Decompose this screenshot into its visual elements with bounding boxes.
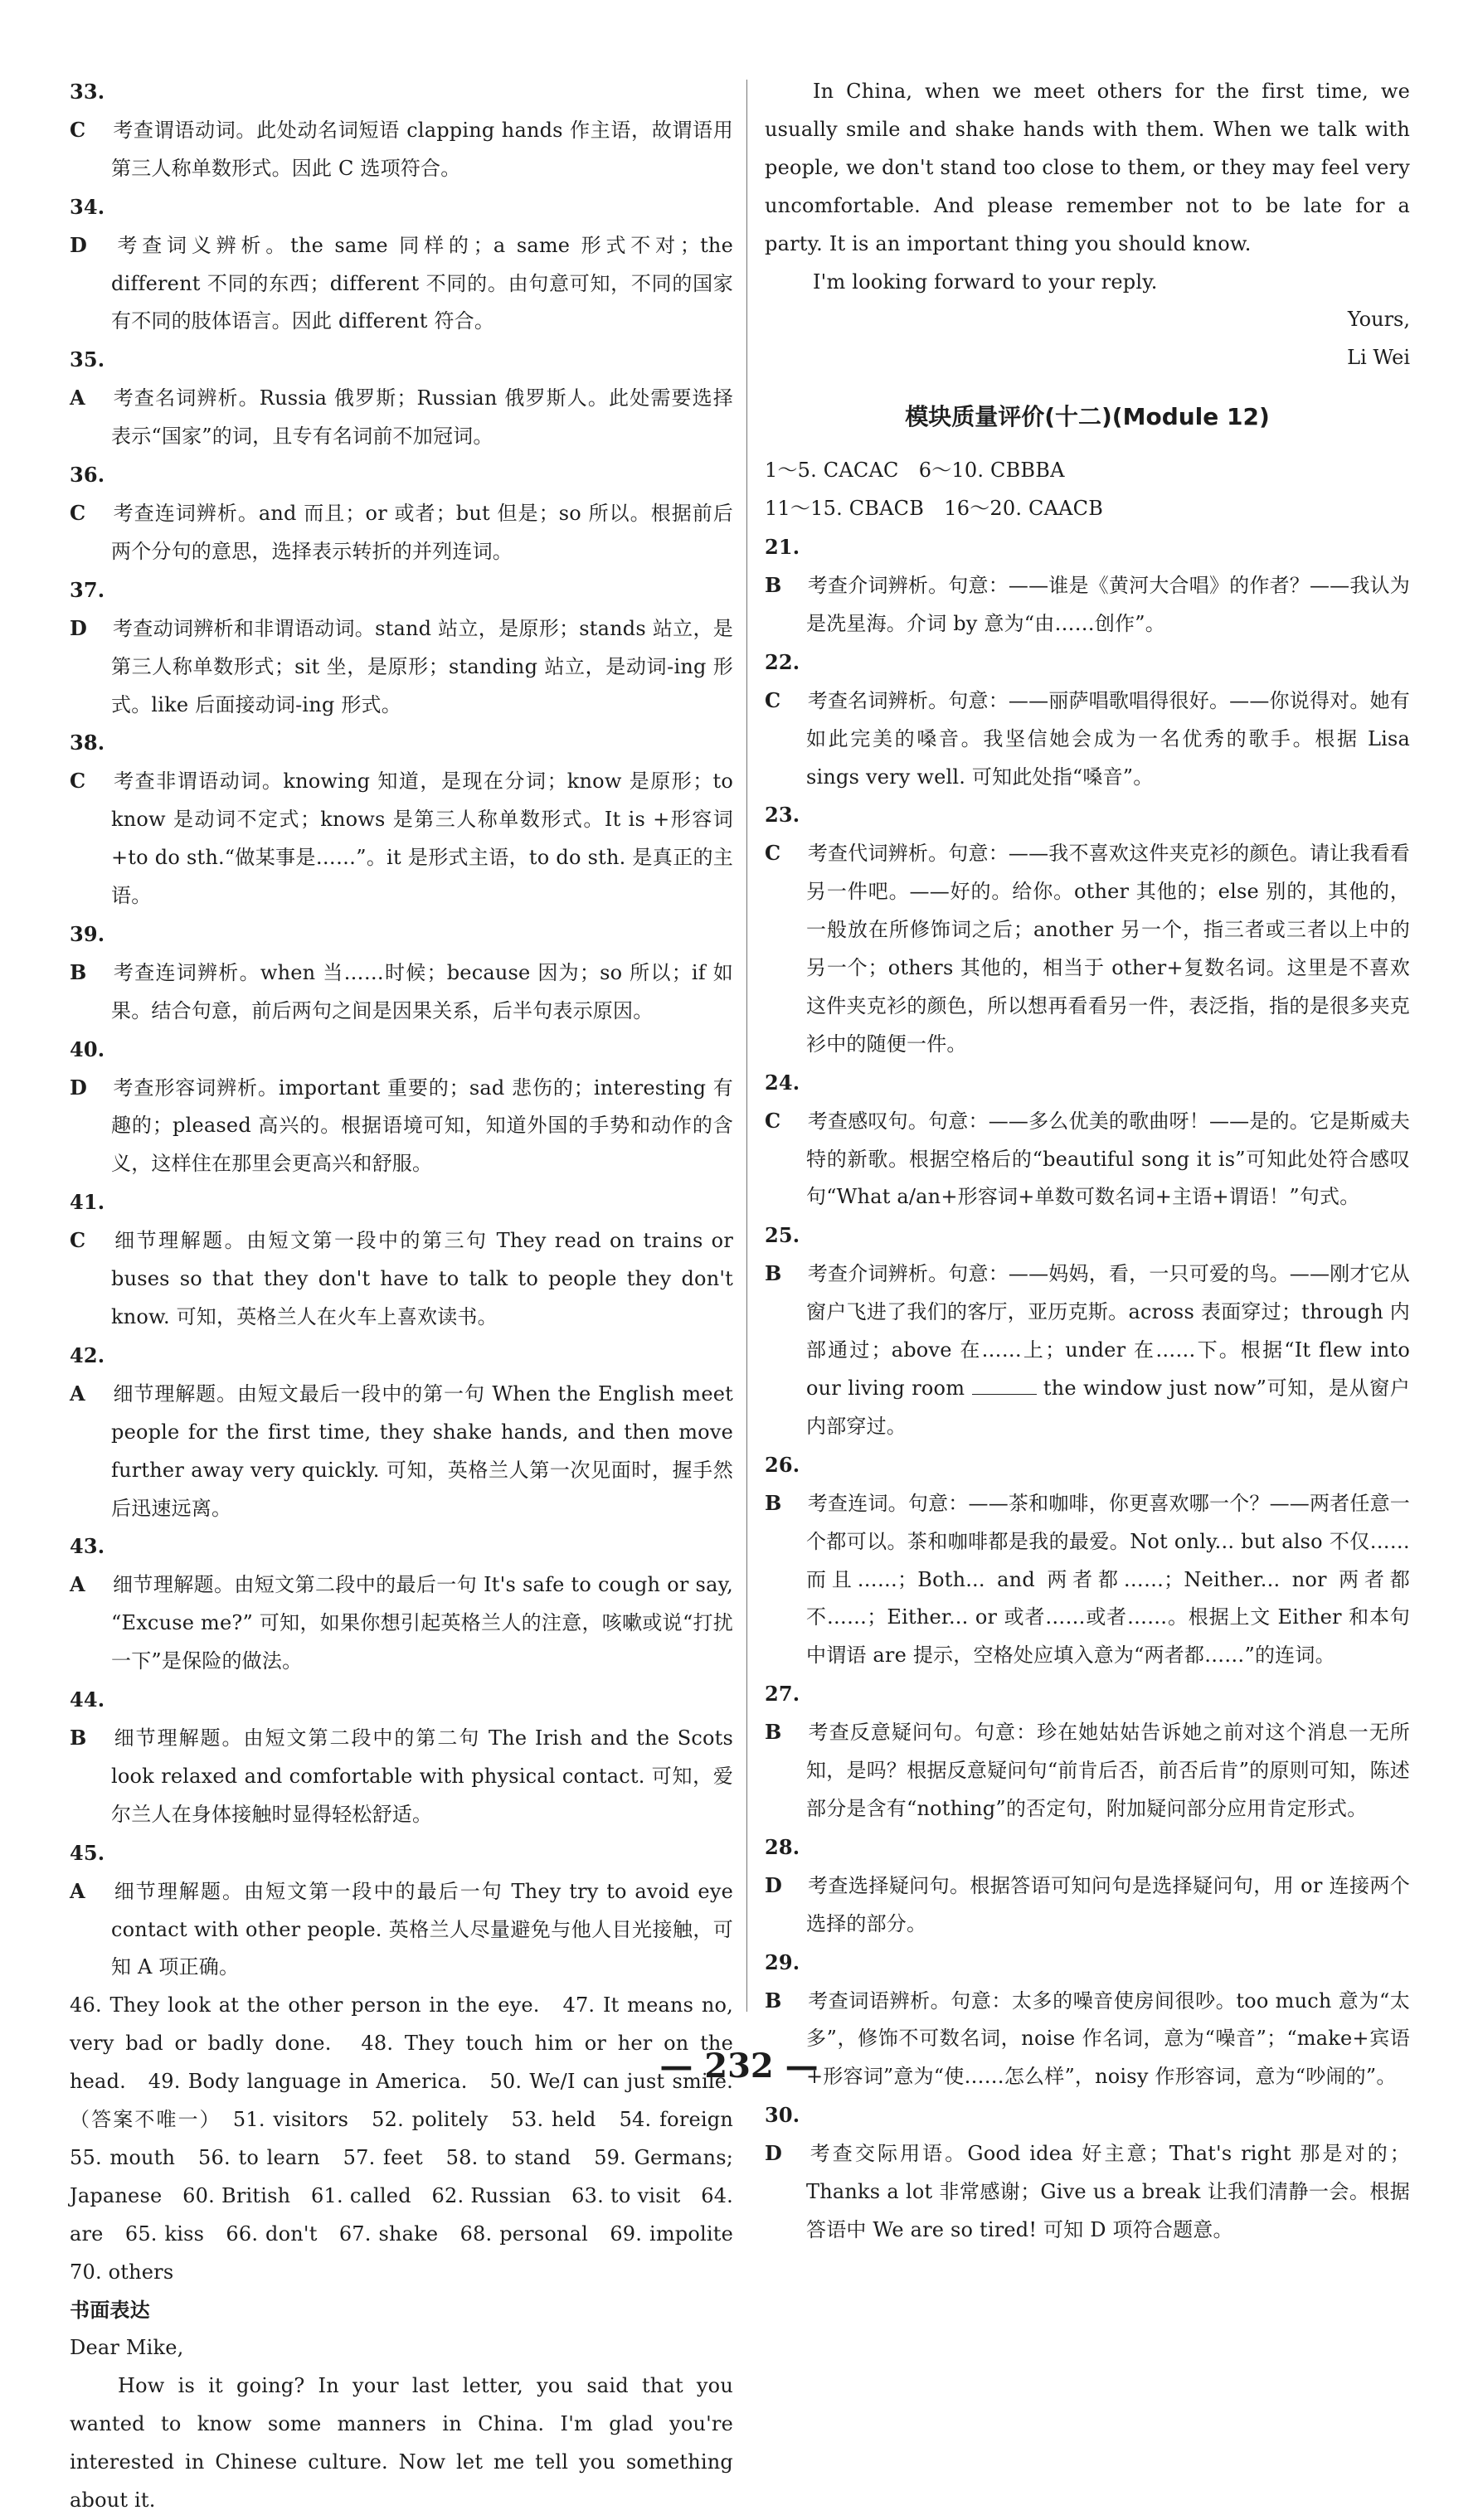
answer-number: 23. C xyxy=(765,803,800,866)
answer-22 xyxy=(765,643,1410,797)
answer-44 xyxy=(70,1681,733,1834)
answer-number: 43. A xyxy=(70,1534,105,1597)
answer-explanation: 考查代词辨析。句意：——我不喜欢这件夹克衫的颜色。请让我看看另一件吧。——好的。给你。other 其他的；else 别的，其他的，一般放在所修饰词之后；another 另一个，指三者或三者以上中的另一个；others 其他的，相当于 other+复数名词。这里是不喜欢这件夹克衫的颜色，所以想再看看另一件，表泛指，指的是很多夹克衫中的随便一件。 xyxy=(806,842,1410,1056)
letter-paragraph-2: In China, when we meet others for the first time, we usually smile and shake hands with them. When we talk with people, we don't stand too close to them, or they may feel very uncomfortable. And please remember not to be late for a party. It is an important thing you should know. xyxy=(765,80,1410,255)
answer-39 xyxy=(70,915,733,1031)
answer-number: 24. C xyxy=(765,1070,800,1133)
writing-heading: 书面表达 xyxy=(70,2298,150,2322)
section-title: 模块质量评价(十二)(Module 12) xyxy=(905,403,1270,431)
answer-number: 25. B xyxy=(765,1223,800,1286)
letter-paragraph-1: How is it going? In your last letter, you said that you wanted to know some manners in China. I'm glad you're interested in Chinese culture. Now let me tell you something about it. xyxy=(70,2374,733,2513)
answer-36 xyxy=(70,456,733,571)
letter-signature: Li Wei xyxy=(1347,346,1410,370)
answer-explanation: 考查名词辨析。句意：——丽萨唱歌唱得很好。——你说得对。她有如此完美的嗓音。我坚信她会成为一名优秀的歌手。根据 Lisa sings very well. 可知此处指“嗓音”。 xyxy=(806,688,1410,789)
answer-number: 27. B xyxy=(765,1682,800,1745)
fill-in-answers: 46. They look at the other person in the eye. 47. It means no, very bad or badly done. 48. They touch him or her on the head. 49. Body language in America. 50. We/I can just smile.（答案不唯一） 51. visitors 52. politely 53. held 54. foreign 55. mouth 56. to learn 57. feet 58. to stand 59. Germans; Japanese 60. British 61. called 62. Russian 63. to visit 64. are 65. kiss 66. don't 67. shake 68. personal 69. impolite 70. others xyxy=(70,1993,754,2284)
right-column xyxy=(765,73,1410,2250)
answer-40 xyxy=(70,1031,733,1184)
answer-number: 41. C xyxy=(70,1190,105,1253)
answer-41 xyxy=(70,1183,733,1337)
answer-43 xyxy=(70,1527,733,1681)
answer-38 xyxy=(70,724,733,915)
answer-number: 37. D xyxy=(70,577,105,640)
answer-explanation: 细节理解题。由短文最后一段中的第一句 When the English meet people for the first time, they shake hands, and then move further away very quickly. 可知，英格兰人第一次见面时，握手然后迅速远离。 xyxy=(111,1381,733,1520)
answer-explanation-continued: the window just now”可知，是从窗户内部穿过。 xyxy=(806,1377,1410,1438)
answer-explanation: 考查连词辨析。when 当……时候；because 因为；so 所以；if 如果。结合句意，前后两句之间是因果关系，后半句表示原因。 xyxy=(111,960,733,1022)
answer-explanation: 考查词义辨析。the same 同样的；a same 形式不对；the different 不同的东西；different 不同的。由句意可知，不同的国家有不同的肢体语言。因此 different 符合。 xyxy=(111,233,733,333)
answer-number: 21. B xyxy=(765,535,800,597)
answer-number: 33. C xyxy=(70,80,105,142)
answer-number: 30. D xyxy=(765,2103,800,2166)
letter-paragraph-3: I'm looking forward to your reply. xyxy=(813,269,1158,294)
answer-explanation: 细节理解题。由短文第二段中的最后一句 It's safe to cough or say, “Excuse me?” 可知，如果你想引起英格兰人的注意，咳嗽或说“打扰一下”是保险的做法。 xyxy=(111,1573,733,1673)
mc-answers-line-1: 1～5. CACAC 6～10. CBBBA xyxy=(765,459,1065,483)
answer-explanation: 细节理解题。由短文第一段中的最后一句 They try to avoid eye contact with other people. 英格兰人尽量避免与他人目光接触，可知 A 项正确。 xyxy=(111,1879,733,1979)
letter-salutation: Dear Mike, xyxy=(70,2336,184,2360)
answer-number: 42. A xyxy=(70,1343,105,1406)
answer-number: 35. A xyxy=(70,347,105,410)
answer-30 xyxy=(765,2096,1410,2250)
answer-explanation: 考查选择疑问句。根据答语可知问句是选择疑问句，用 or 连接两个选择的部分。 xyxy=(806,1873,1410,1935)
answer-explanation: 考查形容词辨析。important 重要的；sad 悲伤的；interesting 有趣的；pleased 高兴的。根据语境可知，知道外国的手势和动作的含义，这样住在那里会更高兴和舒服。 xyxy=(111,1075,733,1176)
answer-27 xyxy=(765,1675,1410,1828)
answer-number: 39. B xyxy=(70,921,105,984)
answer-explanation: 考查名词辨析。Russia 俄罗斯；Russian 俄罗斯人。此处需要选择表示“国家”的词，且专有名词前不加冠词。 xyxy=(111,386,733,449)
answer-number: 36. C xyxy=(70,463,105,525)
answer-number: 45. A xyxy=(70,1840,105,1903)
answer-explanation: 考查介词辨析。句意：——谁是《黄河大合唱》的作者？——我认为是冼星海。介词 by 意为“由……创作”。 xyxy=(806,573,1410,635)
page-number: — 232 — xyxy=(659,2047,819,2085)
answer-26 xyxy=(765,1446,1410,1675)
answer-explanation: 考查词语辨析。句意：太多的噪音使房间很吵。too much 意为“太多”，修饰不可数名词，noise 作名词，意为“噪音”；“make+宾语+形容词”意为“使……怎么样”，noisy 作形容词，意为“吵闹的”。 xyxy=(806,1988,1410,2089)
answer-explanation: 考查非谓语动词。knowing 知道，是现在分词；know 是原形；to know 是动词不定式；knows 是第三人称单数形式。It is +形容词+to do sth.“做某事是……”。it 是形式主语，to do sth. 是真正的主语。 xyxy=(111,770,733,908)
answer-number: 44. B xyxy=(70,1687,105,1750)
answer-explanation: 细节理解题。由短文第一段中的第三句 They read on trains or buses so that they don't have to talk to people they don't know. 可知，英格兰人在火车上喜欢读书。 xyxy=(111,1229,733,1328)
answer-explanation: 考查谓语动词。此处动名词短语 clapping hands 作主语，故谓语用第三人称单数形式。因此 C 选项符合。 xyxy=(111,118,733,180)
answer-33 xyxy=(70,73,733,188)
answer-number: 26. B xyxy=(765,1452,800,1515)
answer-42 xyxy=(70,1337,733,1528)
answer-number: 22. C xyxy=(765,649,800,712)
answer-number: 29. B xyxy=(765,1949,800,2013)
answer-explanation: 考查反意疑问句。句意：珍在她姑姑告诉她之前对这个消息一无所知，是吗？根据反意疑问句“前肯后否，前否后肯”的原则可知，陈述部分是含有“nothing”的否定句，附加疑问部分应用肯定形式。 xyxy=(806,1721,1410,1820)
answer-35 xyxy=(70,341,733,456)
answer-number: 28. D xyxy=(765,1834,800,1897)
answer-24 xyxy=(765,1064,1410,1217)
answer-34 xyxy=(70,188,733,342)
answer-explanation: 考查感叹句。句意：——多么优美的歌曲呀！——是的。它是斯威夫特的新歌。根据空格后的“beautiful song it is”可知此处符合感叹句“What a/an+形容词+单数可数名词+主语+谓语！”句式。 xyxy=(806,1109,1410,1209)
answer-23 xyxy=(765,796,1410,1063)
answer-45 xyxy=(70,1834,733,1988)
answer-explanation: 细节理解题。由短文第二段中的第二句 The Irish and the Scots look relaxed and comfortable with physical contact. 可知，爱尔兰人在身体接触时显得轻松舒适。 xyxy=(111,1726,733,1826)
column-divider xyxy=(746,80,747,2012)
answer-number: 38. C xyxy=(70,731,105,794)
answer-explanation: 考查连词。句意：——茶和咖啡，你更喜欢哪一个？——两者任意一个都可以。茶和咖啡都是我的最爱。Not only... but also 不仅……而且……；Both... and 两者都……；Neither... nor 两者都不……；Either... or 或者……或者……。根据上文 Either 和本句中谓语 are 提示，空格处应填入意为“两者都……”的连词。 xyxy=(806,1491,1410,1668)
answer-25 xyxy=(765,1216,1410,1445)
mc-answers-line-2: 11～15. CBACB 16～20. CAACB xyxy=(765,497,1104,521)
answer-28 xyxy=(765,1828,1410,1944)
letter-closing: Yours, xyxy=(1347,308,1410,332)
answer-explanation: 考查动词辨析和非谓语动词。stand 站立，是原形；stands 站立，是第三人称单数形式；sit 坐，是原形；standing 站立，是动词-ing 形式。like 后面接动词-ing 形式。 xyxy=(111,616,733,716)
answer-number: 40. D xyxy=(70,1037,105,1100)
answer-21 xyxy=(765,528,1410,643)
answer-number: 34. D xyxy=(70,194,105,257)
answer-explanation: 考查介词辨析。句意：——妈妈，看，一只可爱的鸟。——刚才它从窗户飞进了我们的客厅，亚历克斯。across 表面穿过；through 内部通过；above 在……上；under 在……下。根据“It flew into our living room xyxy=(806,1262,1410,1400)
answer-explanation: 考查连词辨析。and 而且；or 或者；but 但是；so 所以。根据前后两个分句的意思，选择表示转折的并列连词。 xyxy=(111,501,733,563)
answer-explanation: 考查交际用语。Good idea 好主意；That's right 那是对的；Thanks a lot 非常感谢；Give us a break 让我们清静一会。根据答语中 We are so tired! 可知 D 项符合题意。 xyxy=(806,2142,1410,2241)
answer-37 xyxy=(70,571,733,725)
answer-blank xyxy=(972,1379,1037,1395)
